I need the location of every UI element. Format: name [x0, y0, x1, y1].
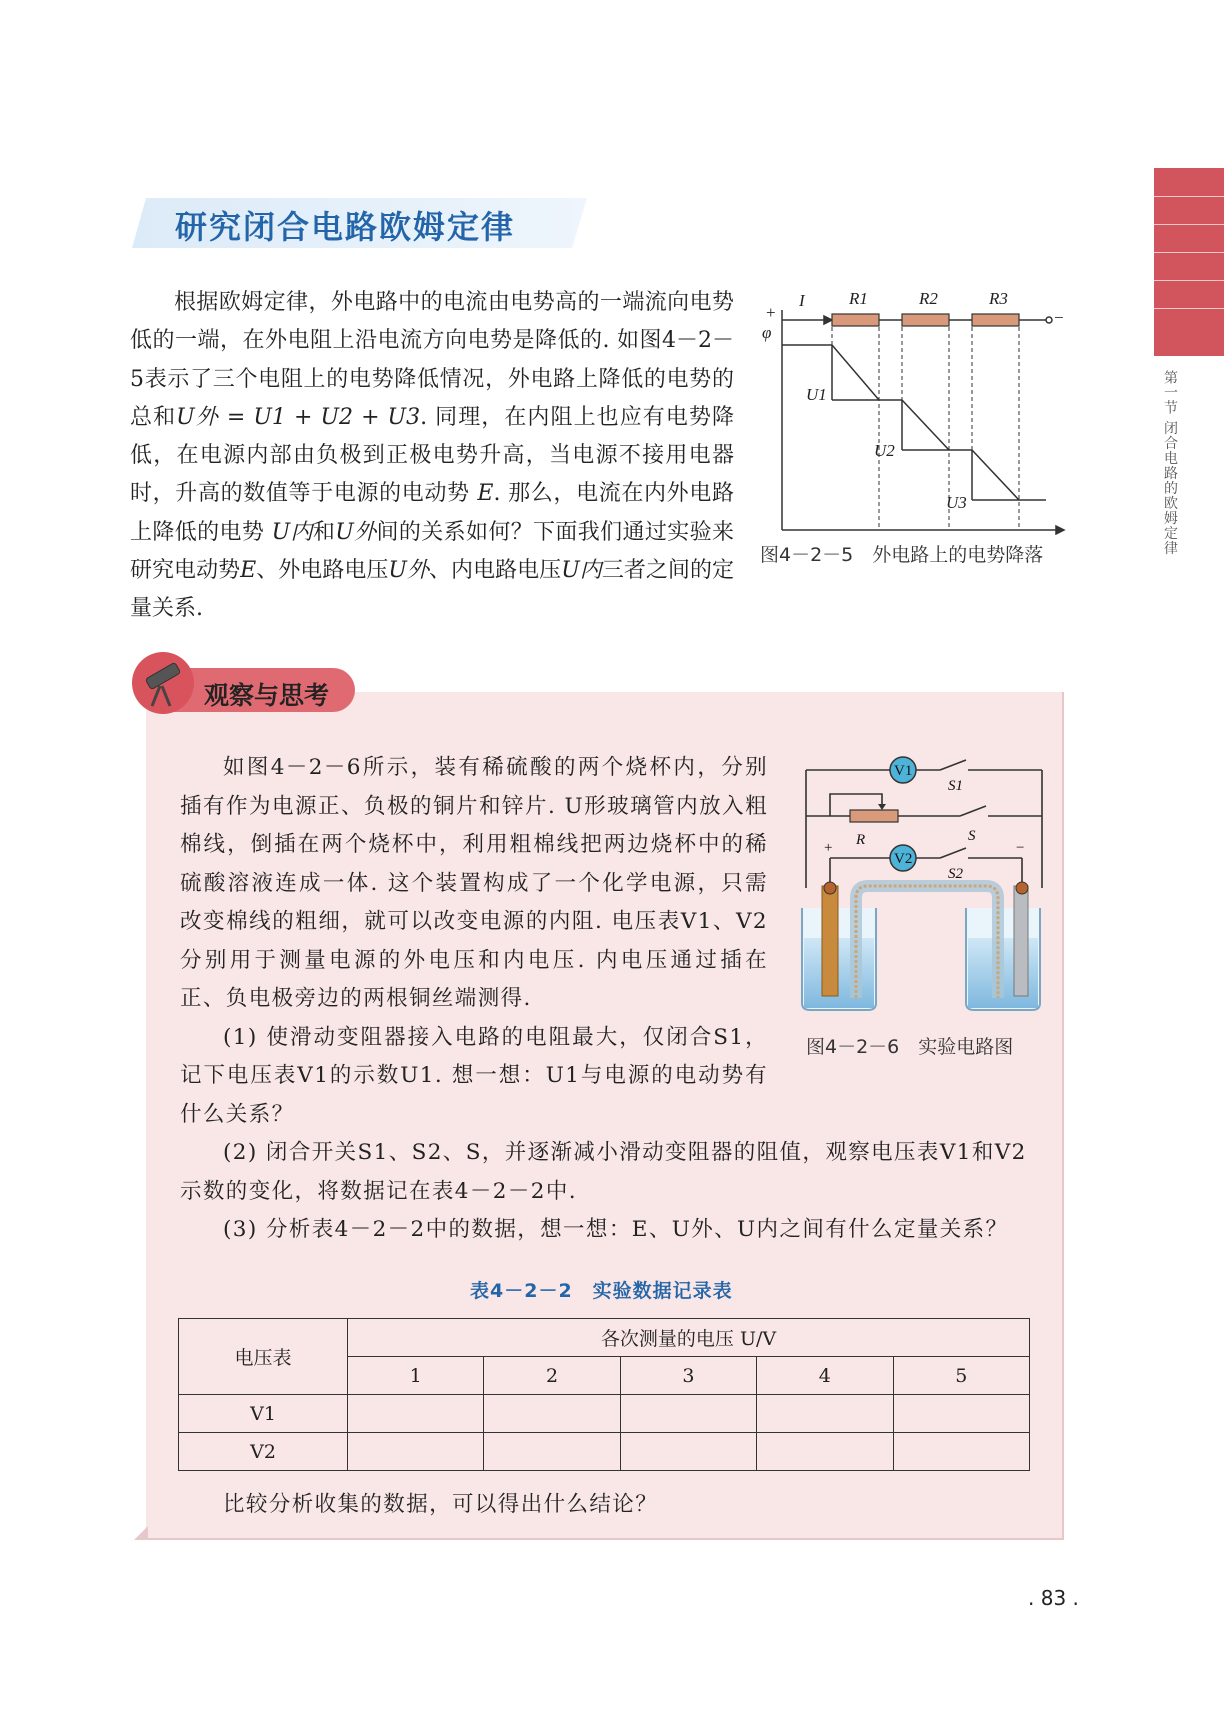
r1-label: R1: [849, 290, 868, 308]
current-label: I: [799, 291, 805, 310]
table-cell: [484, 1433, 620, 1471]
figure-425-caption: 图4－2－5 外电路上的电势降落: [760, 544, 1044, 566]
table-group-header: 各次测量的电压 U/V: [348, 1319, 1030, 1357]
table-row-header: 电压表: [179, 1319, 348, 1395]
u2-label: U2: [874, 441, 895, 460]
beaker-left: [802, 908, 876, 1010]
table-cell: [620, 1395, 756, 1433]
plus-label: +: [766, 303, 776, 322]
conclusion-question: 比较分析收集的数据，可以得出什么结论？: [223, 1492, 659, 1517]
svg-text:V2: V2: [894, 851, 913, 867]
table-cell: [757, 1433, 893, 1471]
table-cell: [757, 1395, 893, 1433]
table-cell: [893, 1395, 1030, 1433]
column-header: 2: [484, 1357, 620, 1395]
svg-text:S1: S1: [948, 778, 963, 794]
copper-electrode: [822, 886, 838, 996]
section-heading: 研究闭合电路欧姆定律: [175, 208, 516, 246]
page-number: . 83 .: [1028, 1586, 1079, 1610]
column-header: 3: [620, 1357, 756, 1395]
svg-text:+: +: [824, 840, 833, 856]
intro-paragraph: 根据欧姆定律，外电路中的电流由电势高的一端流向电势低的一端，在外电阻上沿电流方向电势是降低的. 如图4－2－5表示了三个电阻上的电势降低情况，外电路上降低的电势的总和U外 = U1 + U2 + U3. 同理，在内阻上也应有电势降低，在电源内部由负极到正极电势升高，当电源不接用电器时，升高的数值等于电源的电动势 E. 那么，电流在内外电路上降低的电势 U内和U外间的关系如何？下面我们通过实验来研究电动势E、外电路电压U外、内电路电压U内三者之间的定量关系.: [130, 290, 734, 622]
figure-potential-drop: [756, 290, 1066, 535]
table-caption: 表4－2－2 实验数据记录表: [470, 1280, 733, 1302]
table-row: [179, 1433, 1030, 1471]
table-row: [179, 1395, 1030, 1433]
svg-text:R: R: [856, 832, 866, 848]
telescope-icon: [132, 652, 194, 714]
observe-paragraph: 如图4－2－6所示，装有稀硫酸的两个烧杯内，分别插有作为电源正、负极的铜片和锌片. U形玻璃管内放入粗棉线，倒插在两个烧杯中，利用粗棉线把两边烧杯中的稀硫酸溶液连成一体. 这个装置构成了一个化学电源，只需改变棉线的粗细，就可以改变电源的内阻. 电压表V1、V2分别用于测量电源的外电压和内电压. 内电压通过插在正、负电极旁边的两根铜丝端测得. (1) 使滑动变阻器接入电路的电阻最大，仅闭合S1，记下电压表V1的示数U1. 想一想：U1与电源的电动势有什么关系？: [180, 755, 768, 1127]
phi-label: φ: [762, 323, 772, 342]
svg-text:V1: V1: [894, 763, 913, 779]
svg-text:S2: S2: [948, 866, 963, 882]
svg-text:−: −: [1016, 840, 1025, 856]
chapter-side-tab: [1154, 168, 1224, 356]
resistor-r1: [832, 314, 879, 326]
row-label: V1: [179, 1395, 348, 1433]
u3-label: U3: [946, 493, 967, 512]
table-cell: [893, 1433, 1030, 1471]
figure-426-caption: 图4－2－6 实验电路图: [806, 1036, 1014, 1058]
table-cell: [348, 1395, 484, 1433]
column-header: 5: [893, 1357, 1030, 1395]
table-cell: [484, 1395, 620, 1433]
minus-label: −: [1054, 308, 1064, 327]
row-label: V2: [179, 1433, 348, 1471]
u1-label: U1: [806, 385, 827, 404]
data-table: [178, 1318, 1030, 1471]
r3-label: R3: [989, 290, 1008, 308]
column-header: 4: [757, 1357, 893, 1395]
resistor-r3: [972, 314, 1019, 326]
r2-label: R2: [919, 290, 938, 308]
observe-steps: (2) 闭合开关S1、S2、S，并逐渐减小滑动变阻器的阻值，观察电压表V1和V2示数的变化，将数据记在表4－2－2中. (3) 分析表4－2－2中的数据，想一想：E、U外、U内之间有什么定量关系？: [180, 1140, 1027, 1242]
resistor-r2: [902, 314, 949, 326]
table-cell: [620, 1433, 756, 1471]
zinc-electrode: [1014, 886, 1028, 996]
rheostat-r: [850, 810, 898, 822]
figure-experiment-circuit: [790, 748, 1052, 1018]
observe-title: 观察与思考: [204, 681, 330, 710]
column-header: 1: [348, 1357, 484, 1395]
svg-text:S: S: [968, 828, 976, 844]
table-cell: [348, 1433, 484, 1471]
side-tab-label: 第一节 闭合电路的欧姆定律: [1162, 370, 1178, 556]
